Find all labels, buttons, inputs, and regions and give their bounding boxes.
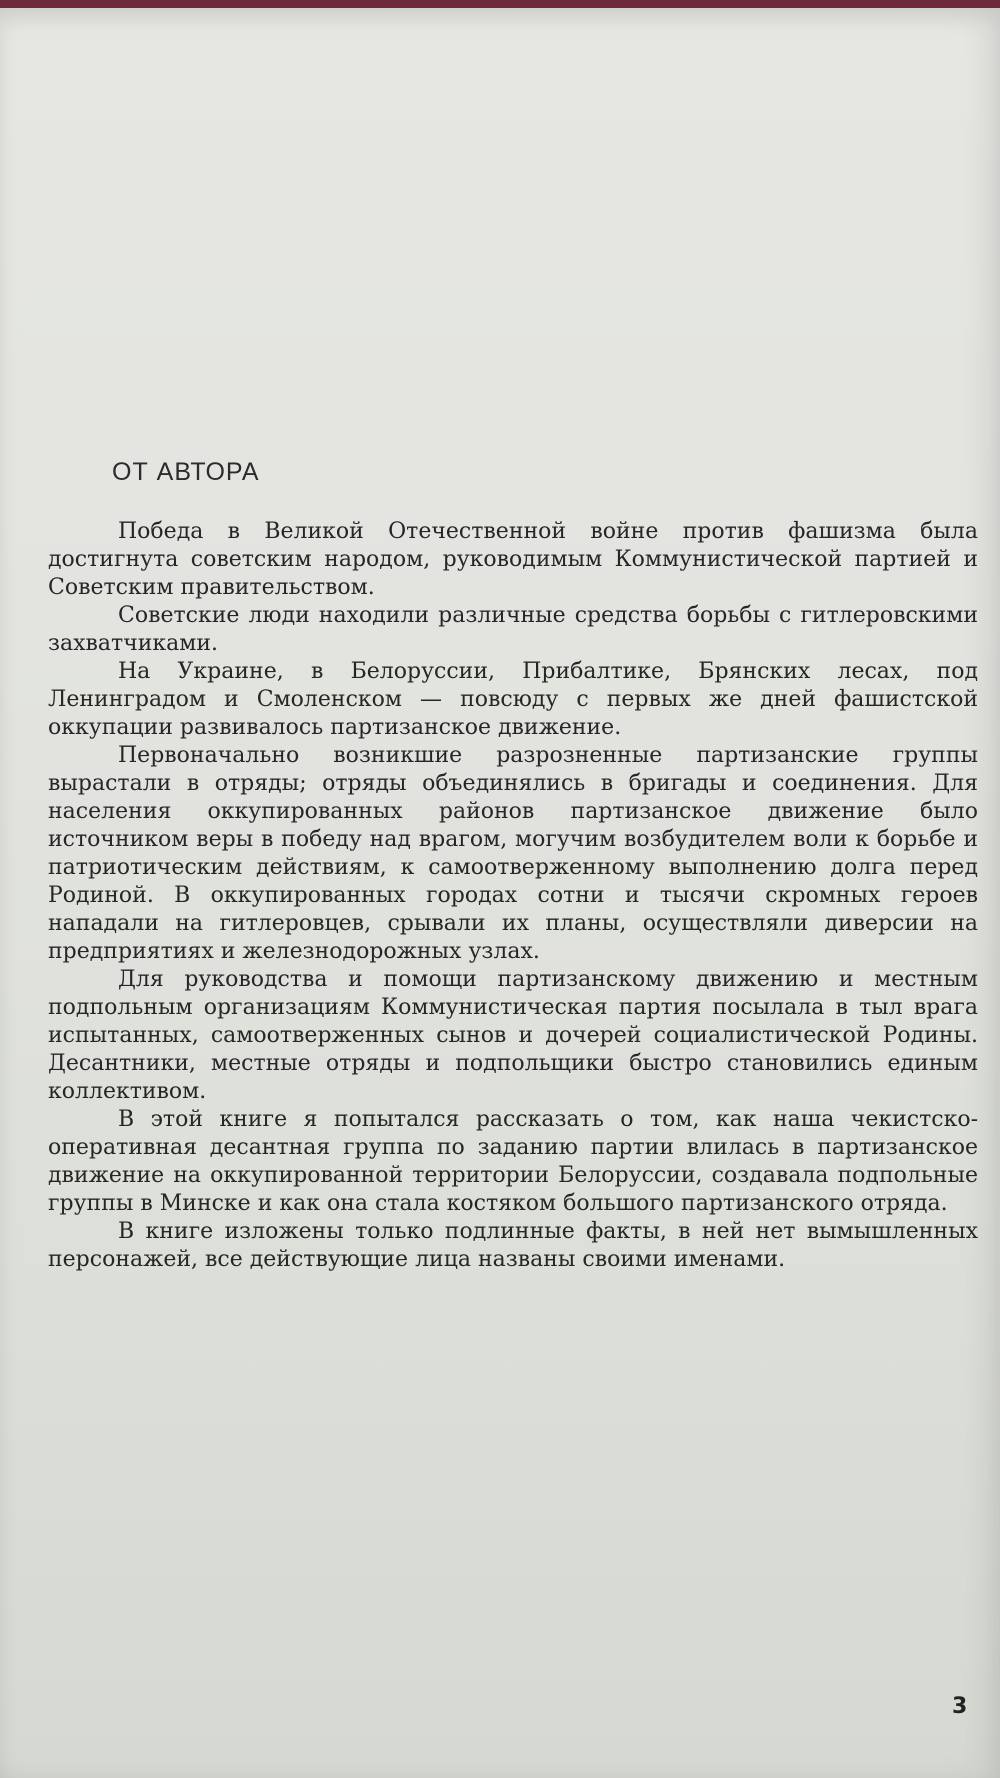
- chapter-heading: ОТ АВТОРА: [112, 458, 260, 486]
- paragraph-6: В этой книге я попытался рассказать о том, как наша чекистско-оперативная десантная группа по заданию партии влилась в партизанское движение на оккупированной территории Белоруссии, создавала подпольные группы в Минске и как она стала костяком большого партизанского отряда.: [48, 1107, 978, 1216]
- page-number: 3: [952, 1694, 968, 1719]
- paragraph-2: Советские люди находили различные средства борьбы с гитлеровскими захватчиками.: [48, 603, 978, 656]
- paragraph-7: В книге изложены только подлинные факты, в ней нет вымышленных персонажей, все действующие лица названы своими именами.: [48, 1219, 978, 1272]
- paragraph-3: На Украине, в Белоруссии, Прибалтике, Брянских лесах, под Ленинградом и Смоленском — повсюду с первых же дней фашистской оккупации развивалось партизанское движение.: [48, 659, 978, 740]
- paragraph-1: Победа в Великой Отечественной войне против фашизма была достигнута советским народом, руководимым Коммунистической партией и Советским правительством.: [48, 519, 978, 600]
- paragraph-5: Для руководства и помощи партизанскому движению и местным подпольным организациям Коммунистическая партия посылала в тыл врага испытанных, самоотверженных сынов и дочерей социалистической Родины. Десантники, местные отряды и подпольщики быстро становились единым коллективом.: [48, 967, 978, 1104]
- paragraph-4: Первоначально возникшие разрозненные партизанские группы вырастали в отряды; отряды объединялись в бригады и соединения. Для населения оккупированных районов партизанское движение было источником веры в победу над врагом, могучим возбудителем воли к борьбе и патриотическим действиям, к самоотверженному выполнению долга перед Родиной. В оккупированных городах сотни и тысячи скромных героев нападали на гитлеровцев, срывали их планы, осуществляли диверсии на предприятиях и железнодорожных узлах.: [48, 743, 978, 964]
- book-page: [0, 8, 1000, 1778]
- preface-body: [48, 518, 978, 1274]
